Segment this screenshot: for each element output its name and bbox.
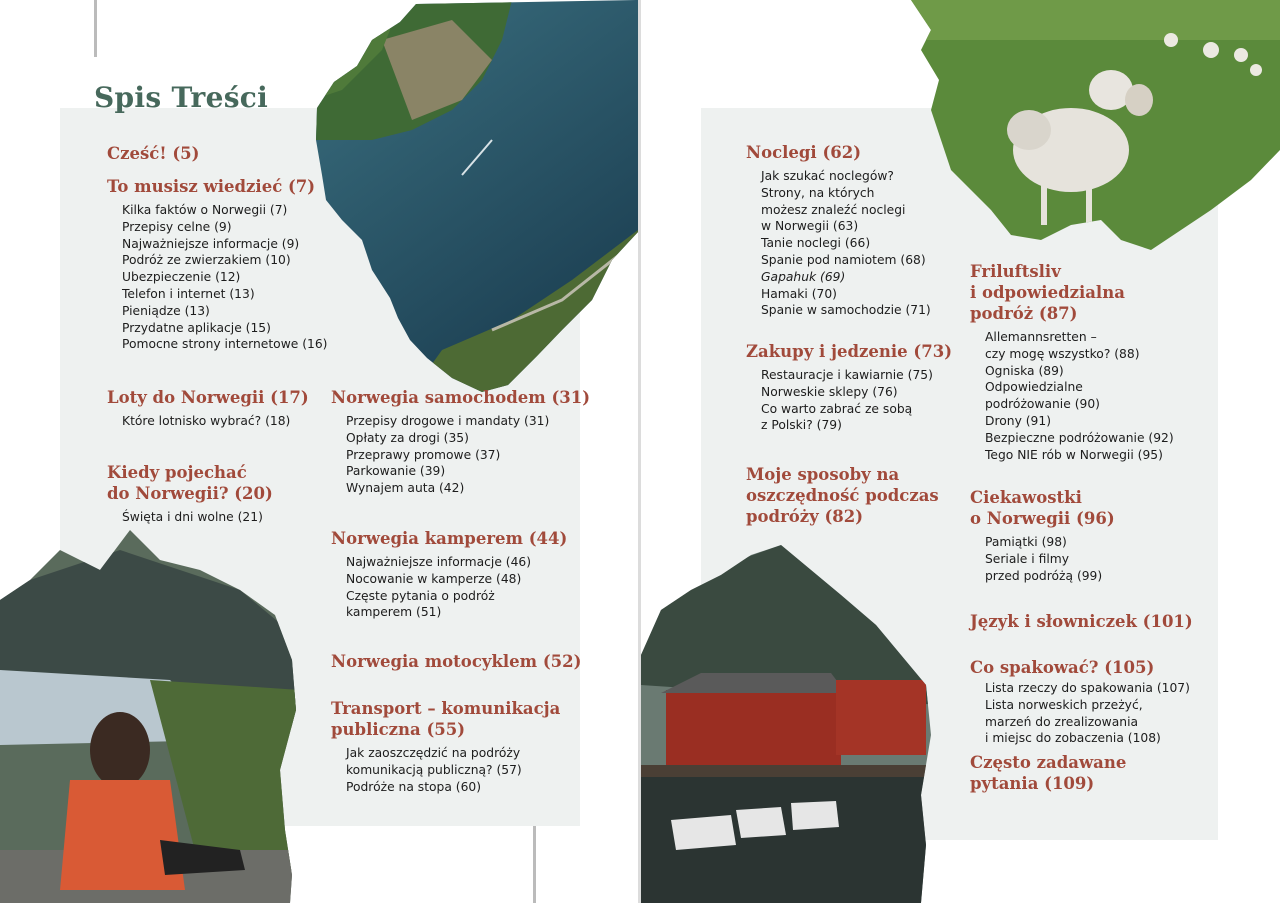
toc-section[interactable]	[331, 387, 590, 497]
toc-item[interactable]: Spanie w samochodzie (71)	[761, 303, 931, 318]
toc-item[interactable]: Jak zaoszczędzić na podróży komunikacją publiczną? (57)	[346, 746, 522, 777]
toc-item[interactable]: Spanie pod namiotem (68)	[761, 252, 926, 267]
toc-item[interactable]: Podróż ze zwierzakiem (10)	[122, 253, 291, 268]
toc-item[interactable]: Które lotnisko wybrać? (18)	[122, 414, 291, 428]
toc-item[interactable]: Przepisy celne (9)	[122, 219, 232, 234]
toc-item[interactable]: Ubezpieczenie (12)	[122, 270, 241, 285]
section-heading[interactable]: Norwegia kamperem (44)	[331, 529, 568, 548]
toc-item[interactable]: Częste pytania o podróż kamperem (51)	[346, 588, 495, 620]
toc-section[interactable]	[970, 752, 1126, 794]
toc-section[interactable]	[970, 261, 1174, 463]
toc-item[interactable]: Przydatne aplikacje (15)	[122, 320, 271, 335]
section-heading[interactable]: Ciekawostki o Norwegii (96)	[970, 488, 1115, 528]
toc-section[interactable]	[746, 464, 939, 527]
section-heading[interactable]: Loty do Norwegii (17)	[107, 388, 309, 407]
toc-item[interactable]: Kilka faktów o Norwegii (7)	[122, 203, 288, 217]
toc-item[interactable]: Allemannsretten – czy mogę wszystko? (88)	[985, 330, 1140, 361]
toc-item[interactable]: Wynajem auta (42)	[346, 481, 465, 496]
toc-section[interactable]	[107, 176, 327, 353]
toc-item[interactable]: Norweskie sklepy (76)	[761, 384, 898, 399]
toc-item[interactable]: Podróże na stopa (60)	[346, 779, 482, 794]
toc-item[interactable]: Przeprawy promowe (37)	[346, 447, 501, 462]
toc-item[interactable]: Ogniska (89)	[985, 363, 1064, 378]
toc-item[interactable]: Tego NIE rób w Norwegii (95)	[985, 447, 1163, 462]
toc-section[interactable]	[331, 651, 581, 672]
toc-item[interactable]: Co warto zabrać ze sobą z Polski? (79)	[761, 401, 913, 433]
toc-item[interactable]: Telefon i internet (13)	[122, 286, 255, 301]
fjord-photo	[312, 0, 638, 392]
section-heading[interactable]: Noclegi (62)	[746, 143, 862, 162]
toc-item[interactable]: Pomocne strony internetowe (16)	[122, 337, 328, 352]
section-heading[interactable]: Moje sposoby na oszczędność podczas podróży (82)	[746, 465, 939, 526]
crop-mark	[533, 826, 536, 903]
toc-title: Spis Treści	[94, 81, 269, 114]
toc-section[interactable]	[970, 611, 1193, 632]
right-page	[641, 0, 1280, 903]
toc-item[interactable]: Restauracje i kawiarnie (75)	[761, 368, 933, 382]
toc-item[interactable]: Opłaty za drogi (35)	[346, 430, 469, 445]
toc-item[interactable]: Lista norweskich przeżyć, marzeń do zrealizowania i miejsc do zobaczenia (108)	[985, 697, 1161, 746]
toc-item[interactable]: Odpowiedzialne podróżowanie (90)	[985, 380, 1100, 412]
left-page	[0, 0, 638, 903]
toc-item[interactable]: Pamiątki (98)	[985, 535, 1067, 549]
section-heading[interactable]: Norwegia motocyklem (52)	[331, 652, 582, 671]
toc-section[interactable]	[107, 462, 273, 526]
section-heading[interactable]: To musisz wiedzieć (7)	[107, 177, 316, 196]
toc-section[interactable]	[970, 657, 1190, 747]
toc-section[interactable]	[331, 528, 567, 621]
toc-item[interactable]: Pieniądze (13)	[122, 303, 210, 318]
section-heading[interactable]: Cześć! (5)	[107, 144, 200, 163]
section-heading[interactable]: Norwegia samochodem (31)	[331, 388, 591, 407]
section-heading[interactable]: Transport – komunikacja publiczna (55)	[331, 699, 561, 739]
section-heading[interactable]: Zakupy i jedzenie (73)	[746, 342, 953, 361]
hiker-photo	[0, 530, 300, 903]
section-heading[interactable]: Język i słowniczek (101)	[970, 612, 1193, 631]
toc-section[interactable]	[331, 698, 560, 795]
sheep-photo	[911, 0, 1280, 255]
toc-section[interactable]	[107, 387, 309, 430]
toc-section[interactable]	[970, 487, 1115, 584]
section-heading[interactable]: Często zadawane pytania (109)	[970, 753, 1127, 793]
toc-item[interactable]: Przepisy drogowe i mandaty (31)	[346, 414, 550, 428]
toc-item[interactable]: Parkowanie (39)	[346, 464, 446, 479]
toc-item[interactable]: Święta i dni wolne (21)	[122, 510, 263, 524]
toc-item[interactable]: Nocowanie w kamperze (48)	[346, 571, 522, 586]
crop-mark	[94, 0, 97, 57]
village-photo	[641, 535, 941, 903]
toc-section[interactable]	[746, 142, 931, 319]
toc-section[interactable]	[746, 341, 952, 434]
toc-item[interactable]: Hamaki (70)	[761, 286, 837, 301]
toc-item[interactable]: Tanie noclegi (66)	[761, 236, 871, 251]
toc-item[interactable]: Najważniejsze informacje (46)	[346, 555, 532, 569]
toc-item[interactable]: Bezpieczne podróżowanie (92)	[985, 430, 1174, 445]
toc-section[interactable]	[107, 143, 199, 164]
section-heading[interactable]: Kiedy pojechać do Norwegii? (20)	[107, 463, 273, 503]
toc-item[interactable]: Jak szukać noclegów? Strony, na których możesz znaleźć noclegi w Norwegii (63)	[761, 169, 906, 234]
toc-item[interactable]: Lista rzeczy do spakowania (107)	[985, 681, 1190, 695]
section-heading[interactable]: Co spakować? (105)	[970, 658, 1155, 677]
toc-item[interactable]: Drony (91)	[985, 413, 1051, 428]
toc-item[interactable]: Seriale i filmy przed podróżą (99)	[985, 551, 1103, 583]
section-heading[interactable]: Friluftsliv i odpowiedzialna podróż (87)	[970, 262, 1125, 323]
toc-item[interactable]: Gapahuk (69)	[761, 269, 846, 284]
toc-item[interactable]: Najważniejsze informacje (9)	[122, 236, 300, 251]
